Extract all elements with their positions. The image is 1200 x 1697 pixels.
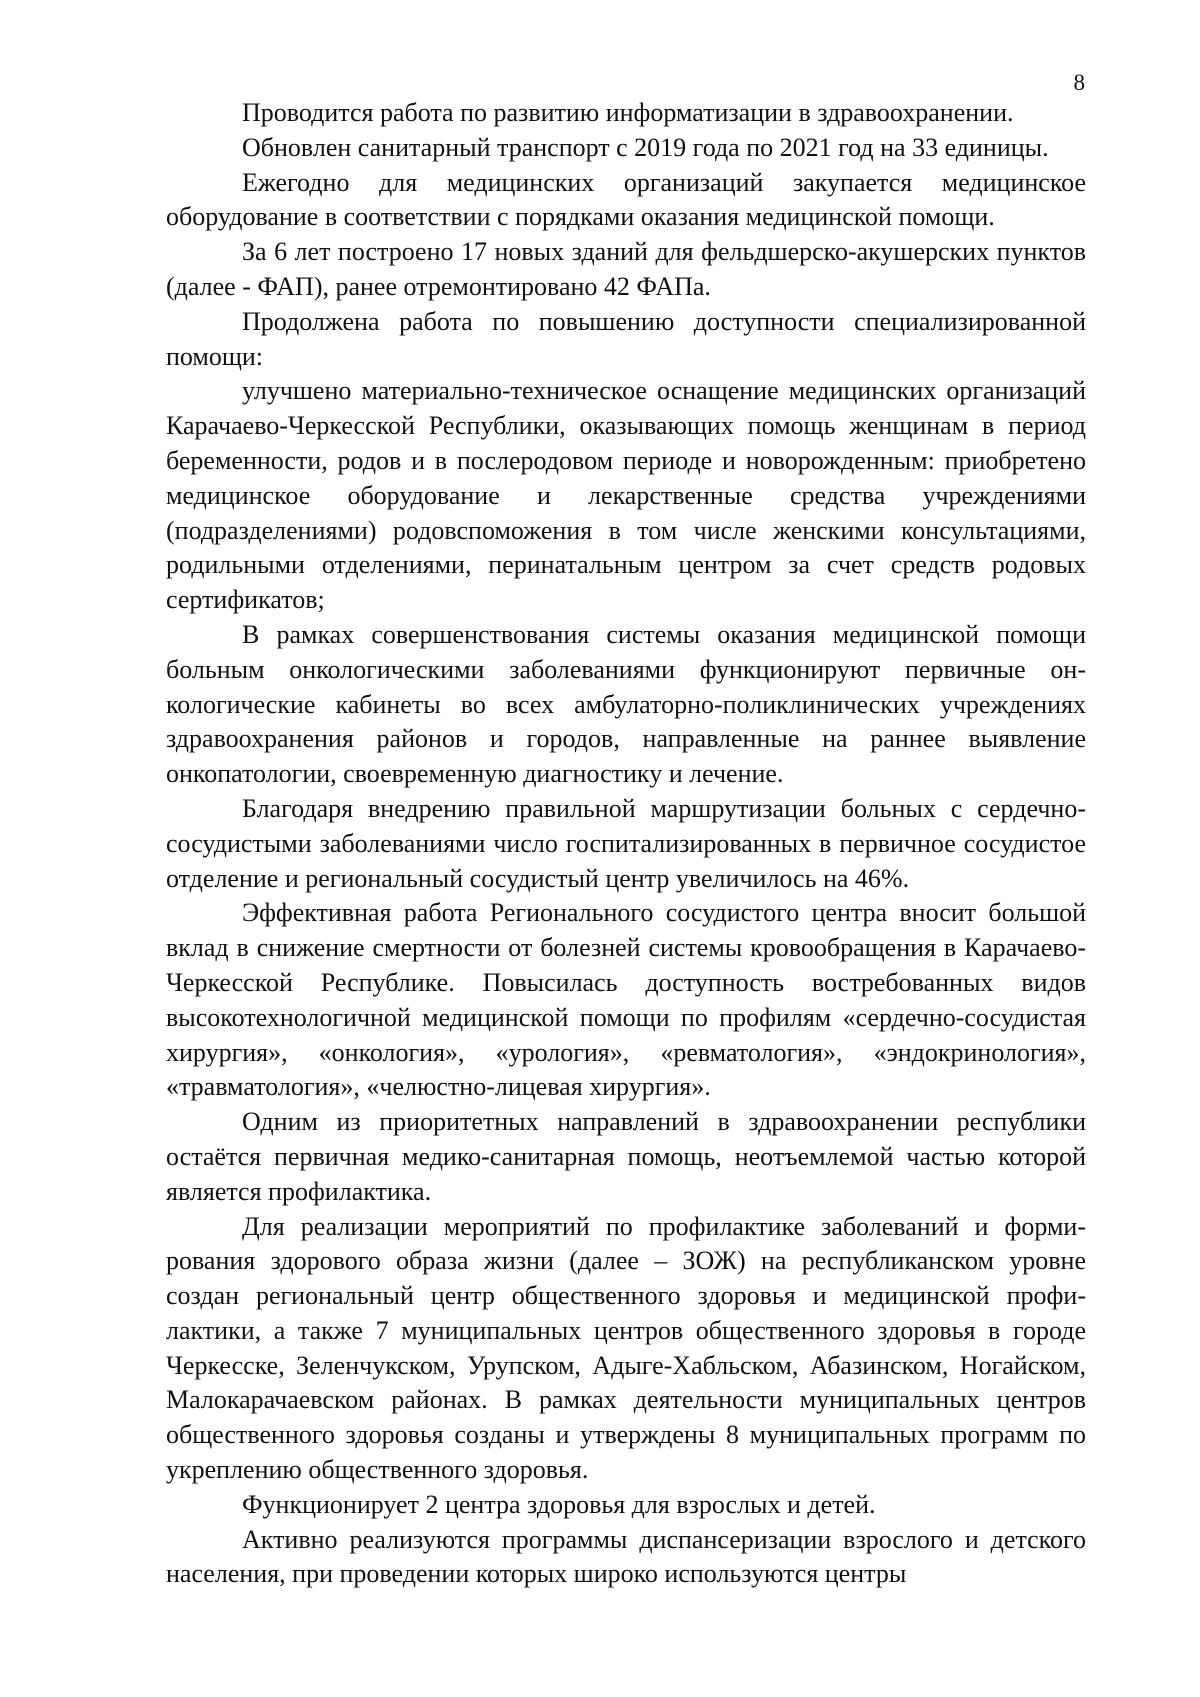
document-body <box>166 96 1086 1592</box>
paragraph-health-centers: Функционирует 2 центра здоровья для взрослых и детей. <box>242 1489 876 1519</box>
page-number: 8 <box>1073 70 1085 95</box>
paragraph-fap-buildings: За 6 лет построено 17 новых зданий для фельдшерско-акушерских пунктов (далее - ФАП), ранее отремонтировано 42 ФАПа. <box>166 237 1086 301</box>
paragraph-dispensarization: Активно реализуются программы диспансеризации взрослого и детского населения, при проведении которых широко используются центры <box>166 1524 1086 1589</box>
paragraph-maternity-equipment: улучшено материально-техническое оснащение медицинских организаций Карачаево-Черкесской Республики, оказывающих помощь женщинам в период беременности, родов и в послеродовом периоде и новорожденным: приобретено медицинское оборудование и лекарственные средства учреждениями (подразделениями) родовспоможения в том числе женскими консультациями, родильными отделениями, перинатальным центром за счет средств родовых сертификатов; <box>166 376 1086 615</box>
paragraph-primary-care: Одним из приоритетных направлений в здравоохранении республики остаётся первичная медико-санитарная помощь, неотъемлемой частью которой является профилактика. <box>166 1107 1086 1206</box>
paragraph-vascular-center: Эффективная работа Регионального сосудистого центра вносит большой вклад в снижение смертности от болезней системы кровообращения в Карачаево-Черкесской Республике. Повысилась доступность востребованных видов высокотехнологичной медицинской помощи по профилям «сердечно-сосудистая хирургия», «онкология», «урология», «ревматология», «эндокринология», «травматология», «челюстно-лицевая хирургия». <box>166 898 1086 1102</box>
paragraph-oncology: В рамках совершенствования системы оказания медицинской помощи больным онкологическими заболеваниями функционируют первичные онкологические кабинеты во всех амбулаторно-поликлинических учреждениях здравоохранения районов и городов, направленные на раннее выявление онкопатологии, своевременную диагностику и лечение. <box>166 619 1086 789</box>
paragraph-cardiovascular-routing: Благодаря внедрению правильной маршрутизации больных с сердечно-сосудистыми заболеваниями число госпитализированных в первичное сосудистое отделение и региональный сосудистый центр увеличилось на 46%. <box>166 793 1086 893</box>
paragraph-prevention-centers: Для реализации мероприятий по профилактике заболеваний и формирования здорового образа жизни (далее – ЗОЖ) на республиканском уровне создан региональный центр общественного здоровья и медицинской профилактики, а также 7 муниципальных центров общественного здоровья в городе Черкесске, Зеленчукском, Урупском, Адыге-Хабльском, Абазинском, Ногайском, Малокарачаевском районах. В рамках деятельности муниципальных центров общественного здоровья созданы и утверждены 8 муниципальных программ по укреплению общественного здоровья. <box>166 1211 1086 1485</box>
paragraph-medical-equipment: Ежегодно для медицинских организаций закупается медицинское оборудование в соответствии с порядками оказания медицинской помощи. <box>166 167 1086 232</box>
paragraph-informatization: Проводится работа по развитию информатизации в здравоохранении. <box>242 98 1014 127</box>
paragraph-sanitary-transport: Обновлен санитарный транспорт с 2019 года по 2021 год на 33 единицы. <box>242 132 1049 162</box>
paragraph-specialized-care: Продолжена работа по повышению доступности специализированной помощи: <box>166 306 1086 371</box>
